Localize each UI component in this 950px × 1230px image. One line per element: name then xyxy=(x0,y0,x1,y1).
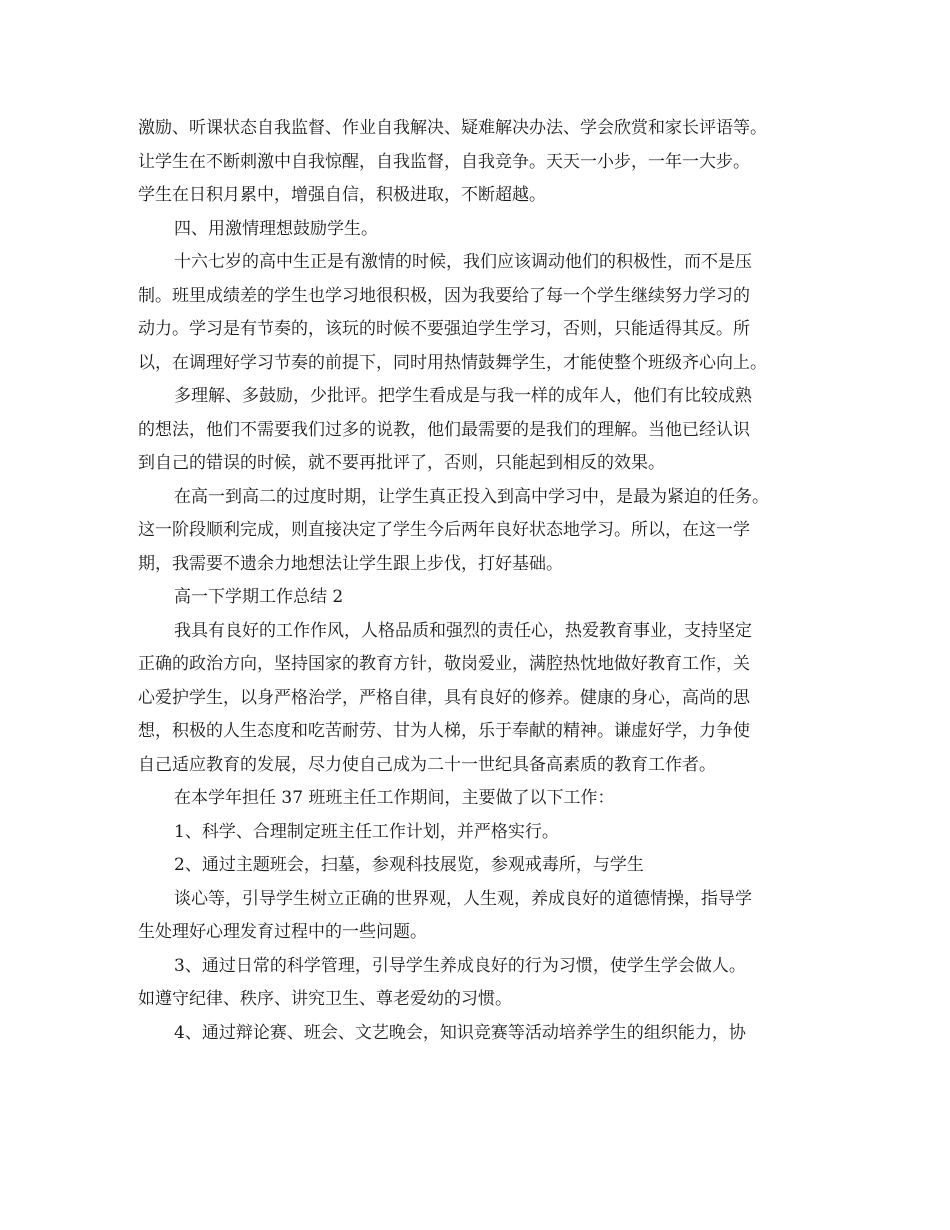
text-line: 4、通过辩论赛、班会、文艺晚会，知识竞赛等活动培养学生的组织能力，协 xyxy=(174,1022,746,1043)
text-line: 动力。学习是有节奏的，该玩的时候不要强迫学生学习，否则，只能适得其反。所 xyxy=(138,319,750,339)
text-line: 心爱护学生，以身严格治学，严格自律，具有良好的修养。健康的身心，高尚的思 xyxy=(138,687,750,708)
document-body xyxy=(138,112,818,1050)
text-line: 我具有良好的工作作风，人格品质和强烈的责任心，热爱教育事业，支持坚定 xyxy=(174,620,752,641)
text-line: 如遵守纪律、秩序、讲究卫生、尊老爱幼的习惯。 xyxy=(138,989,512,1009)
text-line: 激励、听课状态自我监督、作业自我解决、疑难解决办法、学会欣赏和家长评语等。 xyxy=(138,118,767,138)
text-line: 高一下学期工作总结 2 xyxy=(174,587,344,607)
text-line: 以，在调理好学习节奏的前提下，同时用热情鼓舞学生，才能使整个班级齐心向上。 xyxy=(138,352,767,373)
text-line: 多理解、多鼓励，少批评。把学生看成是与我一样的成年人，他们有比较成熟 xyxy=(174,386,752,406)
text-line: 四、用激情理想鼓励学生。 xyxy=(174,218,378,239)
text-line: 正确的政治方向，坚持国家的教育方针，敬岗爱业，满腔热忱地做好教育工作，关 xyxy=(138,654,750,674)
text-line: 这一阶段顺利完成，则直接决定了学生今后两年良好状态地学习。所以，在这一学 xyxy=(138,520,750,540)
text-line: 想，积极的人生态度和吃苦耐劳、甘为人梯，乐于奉献的精神。谦虚好学，力争使 xyxy=(138,721,750,741)
text-line: 的想法，他们不需要我们过多的说教，他们最需要的是我们的理解。当他已经认识 xyxy=(138,419,750,440)
text-line: 自己适应教育的发展，尽力使自己成为二十一世纪具备高素质的教育工作者。 xyxy=(138,754,716,775)
text-line: 生处理好心理发育过程中的一些问题。 xyxy=(138,922,427,942)
text-line: 让学生在不断刺激中自我惊醒，自我监督，自我竞争。天天一小步，一年一大步。 xyxy=(138,151,750,172)
text-line: 3、通过日常的科学管理，引导学生养成良好的行为习惯，使学生学会做人。 xyxy=(174,955,746,976)
text-line: 到自己的错误的时候，就不要再批评了，否则，只能起到相反的效果。 xyxy=(138,453,665,473)
text-line: 制。班里成绩差的学生也学习地很积极，因为我要给了每一个学生继续努力学习的 xyxy=(138,285,750,306)
text-line: 谈心等，引导学生树立正确的世界观，人生观，养成良好的道德情操，指导学 xyxy=(174,888,752,909)
text-line: 学生在日积月累中，增强自信，积极进取，不断超越。 xyxy=(138,185,546,205)
text-line: 十六七岁的高中生正是有激情的时候，我们应该调动他们的积极性，而不是压 xyxy=(174,252,752,272)
text-line: 在本学年担任 37 班班主任工作期间，主要做了以下工作： xyxy=(174,788,615,808)
text-line: 1、科学、合理制定班主任工作计划，并严格实行。 xyxy=(174,821,559,842)
text-line: 2、通过主题班会，扫墓，参观科技展览，参观戒毒所，与学生 xyxy=(174,855,644,875)
text-line: 在高一到高二的过度时期，让学生真正投入到高中学习中，是最为紧迫的任务。 xyxy=(174,486,769,507)
text-line: 期，我需要不遗余力地想法让学生跟上步伐，打好基础。 xyxy=(138,553,563,574)
